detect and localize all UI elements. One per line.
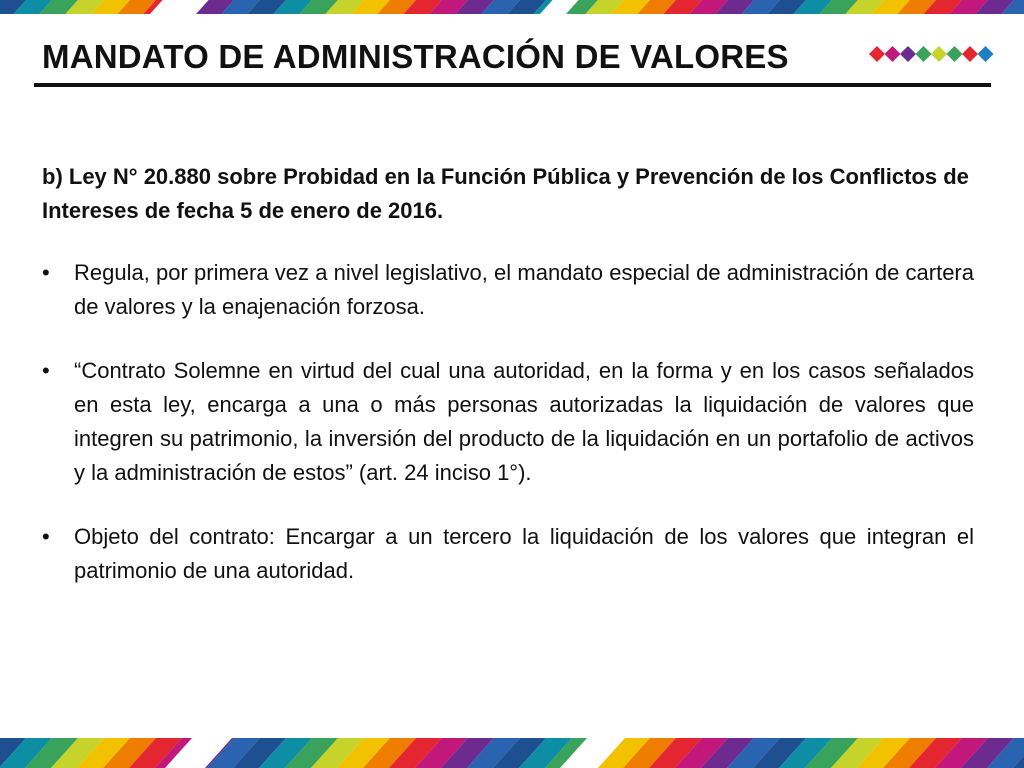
bullet-text: “Contrato Solemne en virtud del cual una autoridad, en la forma y en los casos señalados en esta ley, encarga a una o más personas autorizadas la liquidación de valores que integren su patrimonio, la inversión del producto de la liquidación en un portafolio de activos y la administración de estos” (art. 24 inciso 1°). <box>74 358 974 485</box>
bottom-decorative-stripe <box>0 738 1024 768</box>
slide-title: MANDATO DE ADMINISTRACIÓN DE VALORES <box>42 38 789 75</box>
diamond-mark <box>900 46 916 62</box>
bullet-dot: • <box>42 524 50 549</box>
law-heading: b) Ley N° 20.880 sobre Probidad en la Función Pública y Prevención de los Conflictos de Intereses de fecha 5 de enero de 2016. <box>42 164 969 223</box>
diamond-mark <box>978 46 994 62</box>
bullet-dot: • <box>42 358 50 383</box>
bullet-text: Objeto del contrato: Encargar a un tercero la liquidación de los valores que integran el patrimonio de una autoridad. <box>74 524 974 583</box>
bullet-dot: • <box>42 260 50 285</box>
diamond-mark <box>916 46 932 62</box>
diamond-mark <box>885 46 901 62</box>
diamond-mark <box>962 46 978 62</box>
diamond-logo-icon <box>868 44 996 64</box>
slide-body <box>42 160 974 618</box>
bullet-item <box>42 354 974 490</box>
diamond-mark <box>947 46 963 62</box>
title-underline <box>34 83 991 87</box>
bullet-item <box>42 520 974 588</box>
top-decorative-stripe <box>0 0 1024 14</box>
bullet-text: Regula, por primera vez a nivel legislativo, el mandato especial de administración de cartera de valores y la enajenación forzosa. <box>74 260 974 319</box>
diamond-mark <box>869 46 885 62</box>
bullet-item <box>42 256 974 324</box>
diamond-mark <box>931 46 947 62</box>
